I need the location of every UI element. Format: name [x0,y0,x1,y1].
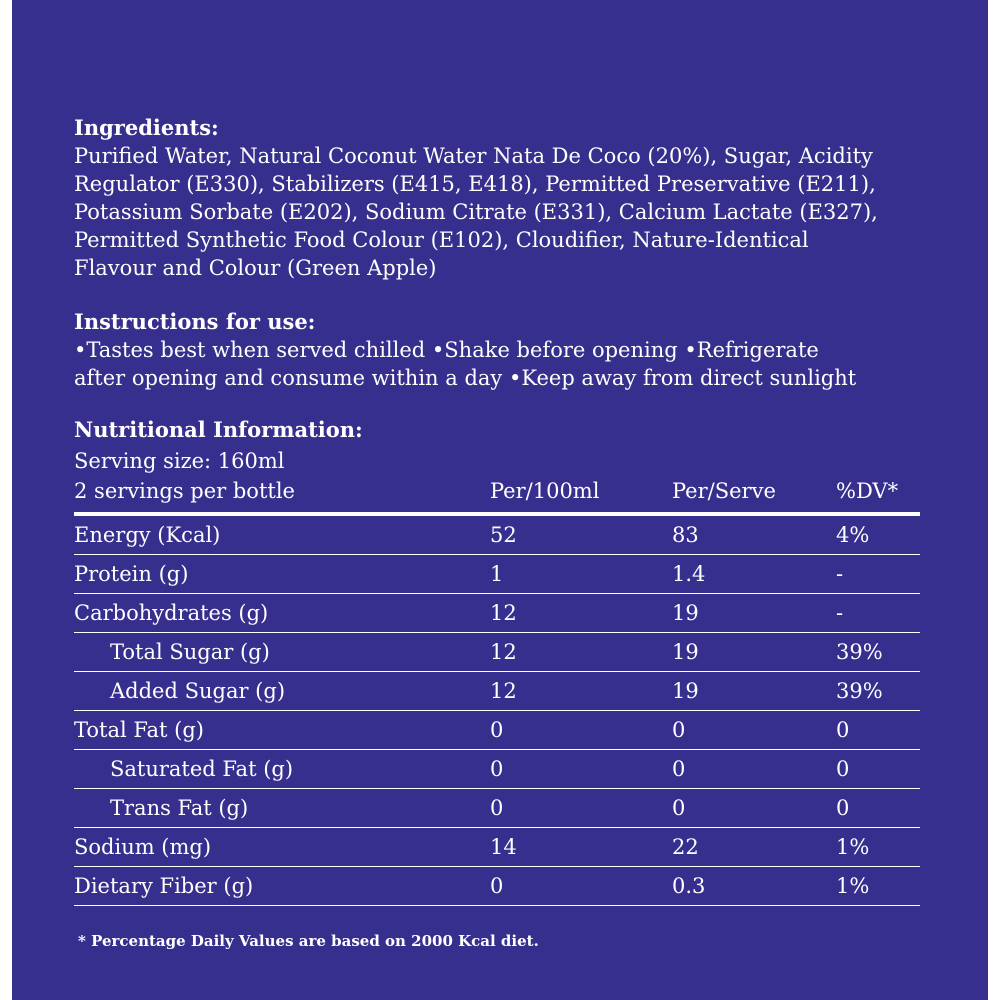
nutrient-name: Carbohydrates (g) [74,601,269,625]
servings-per-bottle: 2 servings per bottle [74,479,295,503]
per100-value: 1 [490,562,504,586]
perserve-value: 19 [672,601,699,625]
column-header-per100ml: Per/100ml [490,479,600,503]
instructions-section [74,308,920,392]
per100-value: 12 [490,601,517,625]
ingredients-section [74,114,920,282]
nutrition-section [74,416,920,906]
table-row [74,555,920,594]
per100-value: 0 [490,874,504,898]
perserve-value: 0 [672,757,686,781]
per100-value: 0 [490,757,504,781]
per100-value: 52 [490,523,517,547]
per100-value: 12 [490,640,517,664]
perserve-value: 1.4 [672,562,706,586]
nutrition-header-row [74,476,920,510]
nutrient-name: Protein (g) [74,562,189,586]
perserve-value: 0.3 [672,874,706,898]
nutrient-name: Total Fat (g) [74,718,204,742]
ingredients-heading: Ingredients: [74,115,219,140]
perserve-value: 83 [672,523,699,547]
dv-value: 0 [836,718,850,742]
dv-value: 0 [836,796,850,820]
perserve-value: 19 [672,679,699,703]
ingredients-line: Permitted Synthetic Food Colour (E102), Cloudifier, Nature-Identical [74,228,809,252]
instructions-heading: Instructions for use: [74,309,316,334]
dv-value: 39% [836,679,883,703]
table-row [74,633,920,672]
nutrient-name: Saturated Fat (g) [110,757,294,781]
dv-value: 39% [836,640,883,664]
per100-value: 12 [490,679,517,703]
nutrient-name: Dietary Fiber (g) [74,874,254,898]
table-row [74,516,920,555]
dv-value: 4% [836,523,870,547]
instructions-line: after opening and consume within a day •Keep away from direct sunlight [74,366,857,390]
label-content [74,114,920,906]
serving-size: Serving size: 160ml [74,449,285,473]
dv-value: - [836,562,844,586]
table-row [74,594,920,633]
dv-value: 1% [836,835,870,859]
perserve-value: 19 [672,640,699,664]
ingredients-line: Potassium Sorbate (E202), Sodium Citrate (E331), Calcium Lactate (E327), [74,200,878,224]
perserve-value: 0 [672,796,686,820]
table-row [74,828,920,867]
table-row [74,750,920,789]
nutrient-name: Trans Fat (g) [110,796,249,820]
nutrition-heading: Nutritional Information: [74,417,363,442]
dv-value: - [836,601,844,625]
column-header-perserve: Per/Serve [672,479,776,503]
ingredients-line: Purified Water, Natural Coconut Water Nata De Coco (20%), Sugar, Acidity [74,144,873,168]
table-row [74,867,920,906]
nutrient-name: Total Sugar (g) [110,640,270,664]
dv-footnote: * Percentage Daily Values are based on 2000 Kcal diet. [78,932,539,950]
table-row [74,711,920,750]
column-header-dv: %DV* [836,479,899,503]
nutrient-name: Energy (Kcal) [74,523,221,547]
table-row [74,672,920,711]
ingredients-line: Regulator (E330), Stabilizers (E415, E418), Permitted Preservative (E211), [74,172,876,196]
dv-value: 0 [836,757,850,781]
perserve-value: 0 [672,718,686,742]
dv-value: 1% [836,874,870,898]
per100-value: 0 [490,796,504,820]
nutrient-name: Sodium (mg) [74,835,212,859]
ingredients-line: Flavour and Colour (Green Apple) [74,256,437,280]
per100-value: 0 [490,718,504,742]
perserve-value: 22 [672,835,699,859]
table-row [74,789,920,828]
nutrient-name: Added Sugar (g) [110,679,286,703]
label-panel [12,0,988,1000]
per100-value: 14 [490,835,517,859]
instructions-line: •Tastes best when served chilled •Shake before opening •Refrigerate [74,338,819,362]
